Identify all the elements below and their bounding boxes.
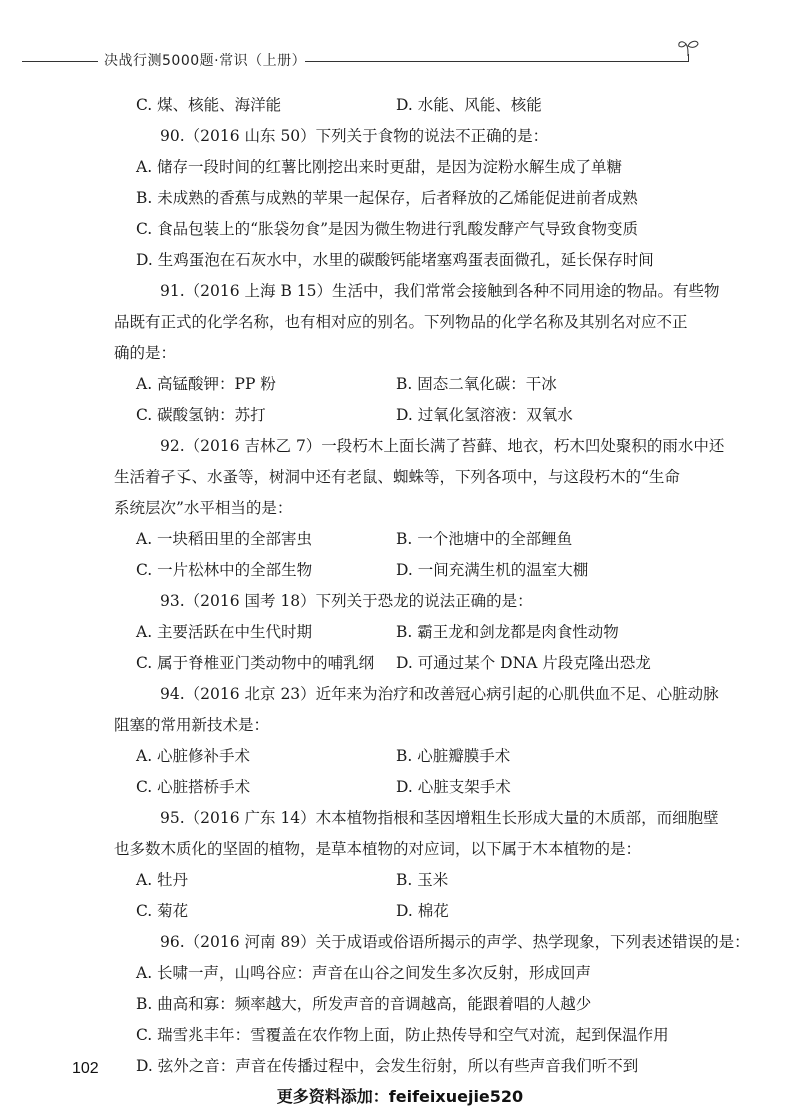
- question-stem-continued: 生活着孑孓、水蚤等，树洞中还有老鼠、蜘蛛等，下列各项中，与这段朽木的“生命: [114, 468, 680, 486]
- answer-option: A. 心脏修补手术: [136, 747, 251, 765]
- answer-option: B. 未成熟的香蕉与成熟的苹果一起保存，后者释放的乙烯能促进前者成熟: [136, 189, 638, 207]
- answer-option: A. 储存一段时间的红薯比刚挖出来时更甜，是因为淀粉水解生成了单糖: [136, 158, 623, 176]
- question-stem: 92.（2016 吉林乙 7）一段朽木上面长满了苔藓、地衣，朽木凹处聚积的雨水中还: [160, 437, 725, 455]
- header-title: 决战行测5000题·常识（上册）: [104, 53, 307, 69]
- question-stem: 96.（2016 河南 89）关于成语或俗语所揭示的声学、热学现象，下列表述错误的是：: [160, 933, 750, 951]
- footer-note: 更多资料添加：feifeixuejie520: [276, 1087, 524, 1106]
- answer-option: C. 菊花: [136, 902, 189, 920]
- answer-option: B. 霸王龙和剑龙都是肉食性动物: [396, 623, 619, 641]
- answer-option: D. 一间充满生机的温室大棚: [396, 561, 589, 579]
- answer-option: D. 过氧化氢溶液：双氧水: [396, 406, 573, 424]
- answer-option: C. 食品包装上的“胀袋勿食”是因为微生物进行乳酸发酵产气导致食物变质: [136, 220, 639, 238]
- answer-option: B. 心脏瓣膜手术: [396, 747, 511, 765]
- answer-option: D. 可通过某个 DNA 片段克隆出恐龙: [396, 654, 651, 672]
- answer-option: A. 一块稻田里的全部害虫: [136, 530, 313, 548]
- answer-option: C. 煤、核能、海洋能: [136, 96, 282, 114]
- answer-option: A. 牡丹: [136, 871, 189, 889]
- question-stem: 90.（2016 山东 50）下列关于食物的说法不正确的是：: [160, 127, 549, 145]
- question-stem-continued: 确的是：: [114, 344, 177, 362]
- answer-option: D. 生鸡蛋泡在石灰水中，水里的碳酸钙能堵塞鸡蛋表面微孔，延长保存时间: [136, 251, 654, 269]
- page-number: 102: [72, 1060, 99, 1077]
- answer-option: B. 一个池塘中的全部鲤鱼: [396, 530, 573, 548]
- answer-option: A. 主要活跃在中生代时期: [136, 623, 313, 641]
- answer-option: C. 心脏搭桥手术: [136, 778, 251, 796]
- answer-option: D. 棉花: [396, 902, 449, 920]
- answer-option: D. 水能、风能、核能: [396, 96, 542, 114]
- question-stem-continued: 也多数木质化的坚固的植物，是草本植物的对应词，以下属于木本植物的是：: [114, 840, 642, 858]
- answer-option: D. 心脏支架手术: [396, 778, 511, 796]
- question-stem-continued: 系统层次”水平相当的是：: [114, 499, 293, 517]
- answer-option: C. 一片松林中的全部生物: [136, 561, 313, 579]
- question-stem: 94.（2016 北京 23）近年来为治疗和改善冠心病引起的心肌供血不足、心脏动脉: [160, 685, 719, 703]
- answer-option: D. 弦外之音：声音在传播过程中，会发生衍射，所以有些声音我们听不到: [136, 1057, 639, 1075]
- header-rule-right: [305, 61, 688, 62]
- answer-option: B. 曲高和寡：频率越大，所发声音的音调越高，能跟着唱的人越少: [136, 995, 592, 1013]
- question-stem-continued: 品既有正式的化学名称，也有相对应的别名。下列物品的化学名称及其别名对应不正: [114, 313, 688, 331]
- answer-option: A. 长啸一声，山鸣谷应：声音在山谷之间发生多次反射，形成回声: [136, 964, 592, 982]
- answer-option: C. 碳酸氢钠：苏打: [136, 406, 266, 424]
- answer-option: C. 属于脊椎亚门类动物中的哺乳纲: [136, 654, 375, 672]
- running-header: [0, 44, 800, 74]
- question-stem: 91.（2016 上海 B 15）生活中，我们常常会接触到各种不同用途的物品。有些物: [160, 282, 720, 300]
- header-rule-left: [22, 61, 98, 62]
- answer-option: A. 高锰酸钾：PP 粉: [136, 375, 276, 393]
- question-stem-continued: 阻塞的常用新技术是：: [114, 716, 270, 734]
- answer-option: B. 固态二氧化碳：干冰: [396, 375, 557, 393]
- sprout-icon: [676, 38, 702, 58]
- answer-option: B. 玉米: [396, 871, 449, 889]
- question-stem: 95.（2016 广东 14）木本植物指根和茎因增粗生长形成大量的木质部，而细胞壁: [160, 809, 719, 827]
- question-stem: 93.（2016 国考 18）下列关于恐龙的说法正确的是：: [160, 592, 533, 610]
- answer-option: C. 瑞雪兆丰年：雪覆盖在农作物上面，防止热传导和空气对流，起到保温作用: [136, 1026, 669, 1044]
